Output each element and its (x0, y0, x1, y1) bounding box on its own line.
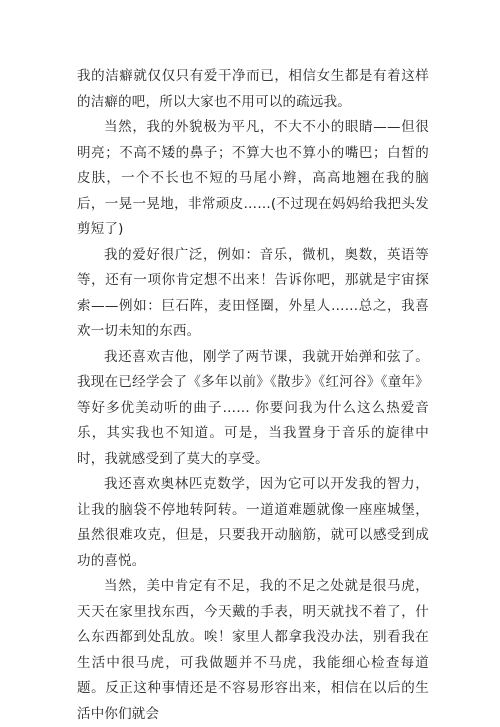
paragraph-3: 我的爱好很广泛，例如：音乐，微机，奥数，英语等等，还有一项你肯定想不出来！告诉你吧，那就是宇宙探索——例如：巨石阵，麦田怪圈，外星人……总之，我喜欢一切未知的东西。 (77, 246, 429, 339)
paragraph-5: 我还喜欢奥林匹克数学，因为它可以开发我的智力，让我的脑袋不停地转阿转。一道道难题就像一座座城堡，虽然很难攻克，但是，只要我开动脑筋，就可以感受到成功的喜悦。 (77, 476, 429, 569)
paragraph-6: 当然，美中肯定有不足，我的不足之处就是很马虎，天天在家里找东西，今天戴的手表，明天就找不着了，什么东西都到处乱放。唉！家里人都拿我没办法，别看我在生活中很马虎，可我做题并不马虎，我能细心检查每道题。反正这种事情还是不容易形容出来，相信在以后的生活中你们就会 (77, 578, 429, 722)
paragraph-1: 我的洁癖就仅仅只有爱干净而已，相信女生都是有着这样的洁癖的吧，所以大家也不用可以的疏远我。 (77, 68, 429, 110)
paragraph-4: 我还喜欢吉他，刚学了两节课，我就开始弹和弦了。我现在已经学会了《多年以前》《散步》《红河谷》《童年》等好多优美动听的曲子…… 你要问我为什么这么热爱音乐，其实我也不知道。可是，当我置身于音乐的旋律中时，我就感受到了莫大的享受。 (77, 348, 429, 467)
paragraph-2: 当然，我的外貌极为平凡，不大不小的眼睛——但很明亮；不高不矮的鼻子；不算大也不算小的嘴巴；白皙的皮肤，一个不长也不短的马尾小辫，高高地翘在我的脑后，一晃一晃地，非常顽皮……(不过现在妈妈给我把头发剪短了) (77, 119, 429, 237)
document-body (77, 64, 429, 727)
